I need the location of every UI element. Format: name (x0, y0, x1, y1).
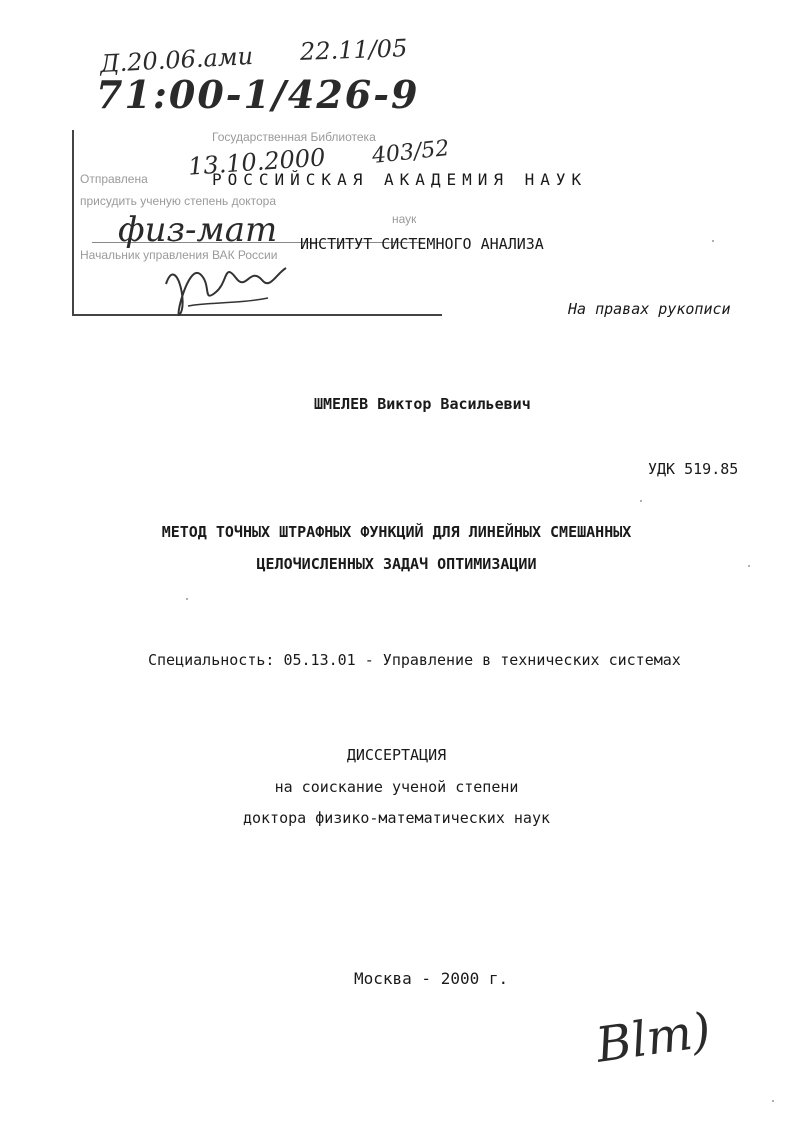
handwritten-archive-number: 22.11/05 (299, 34, 408, 66)
degree-line-2: доктора физико-математических наук (242, 809, 551, 827)
city-year: Москва - 2000 г. (354, 969, 509, 988)
dissertation-title-line-2: ЦЕЛОЧИСЛЕННЫХ ЗАДАЧ ОПТИМИЗАЦИИ (256, 555, 537, 573)
degree-line-1: на соискание ученой степени (274, 778, 519, 796)
stamp-row-signatory: Начальник управления ВАК России (80, 248, 278, 262)
institute-name: ИНСТИТУТ СИСТЕМНОГО АНАЛИЗА (300, 235, 544, 253)
stamp-field-handwritten: физ-мат (118, 210, 278, 250)
scan-speck (772, 1100, 774, 1102)
manuscript-rights: На правах рукописи (568, 300, 731, 318)
handwritten-code: 71:00-1/426-9 (96, 72, 420, 117)
stamp-number: 403/52 (370, 136, 451, 169)
scan-speck (748, 565, 750, 567)
stamp-row-science: наук (392, 212, 417, 226)
academy-name: РОССИЙСКАЯ АКАДЕМИЯ НАУК (212, 170, 588, 189)
specialty-line: Специальность: 05.13.01 - Управление в технических системах (148, 651, 681, 669)
handwritten-archive-line: Д.20.06.ами (99, 42, 254, 78)
stamp-row-sent: Отправлена (80, 172, 148, 186)
scan-speck (712, 240, 714, 242)
bottom-handwritten-mark: Вlm) (592, 1002, 715, 1074)
udk-code: УДК 519.85 (648, 460, 739, 478)
stamp-header: Государственная Библиотека (212, 130, 376, 144)
dissertation-title-line-1: МЕТОД ТОЧНЫХ ШТРАФНЫХ ФУНКЦИЙ ДЛЯ ЛИНЕЙНЫХ СМЕШАННЫХ (161, 523, 632, 541)
author-name: ШМЕЛЕВ Виктор Васильевич (314, 395, 531, 413)
signature-scribble (158, 244, 298, 324)
stamp-date: 13.10.2000 (187, 143, 327, 181)
scan-speck (186, 598, 188, 600)
document-type: ДИССЕРТАЦИЯ (346, 746, 447, 764)
stamp-row-award: присудить ученую степень доктора (80, 194, 277, 208)
scan-speck (640, 500, 642, 502)
